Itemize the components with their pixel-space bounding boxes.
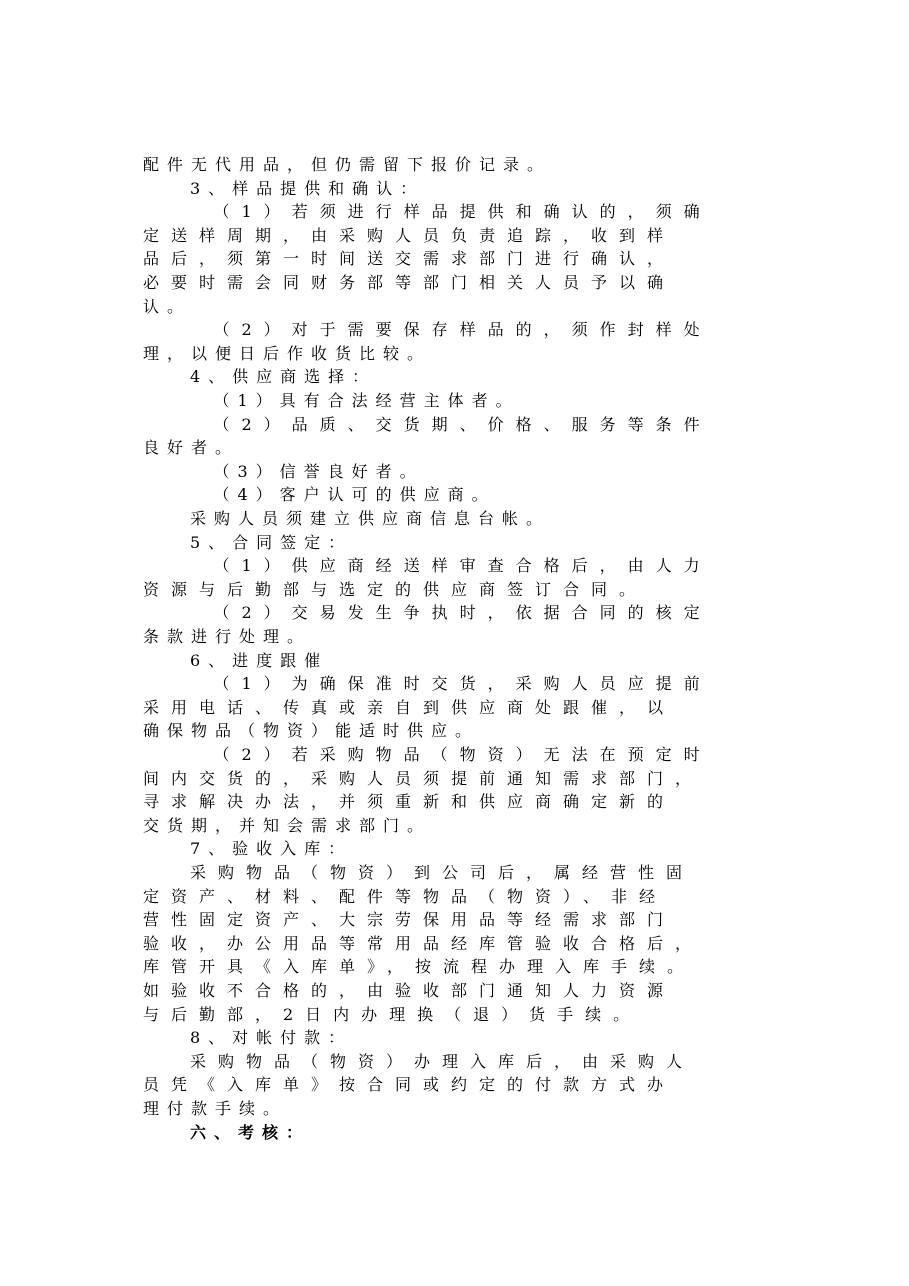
text-line: （1）具有合法经营主体者。 xyxy=(213,391,520,410)
text-line: 理，以便日后作收货比较。 xyxy=(143,343,432,363)
text-line: 6、进度跟催 xyxy=(190,650,329,670)
text-line: 品后，须第一时间送交需求部门进行确认， xyxy=(143,249,676,269)
text-line: 5、合同签定： xyxy=(190,532,353,552)
text-line: （2）对于需要保存样品的，须作封样处 xyxy=(213,320,712,340)
text-line: （1）供应商经送样审查合格后，由人力 xyxy=(213,556,712,576)
text-line: 确保物品（物资）能适时供应。 xyxy=(143,721,480,741)
text-line: 认。 xyxy=(143,296,192,316)
section-heading: 六、考核： xyxy=(190,1122,311,1142)
text-line: 采购人员须建立供应商信息台帐。 xyxy=(190,509,551,528)
text-line: 与后勤部，2日内办理换（退）货手续。 xyxy=(143,1004,642,1024)
text-line: 4、供应商选择： xyxy=(190,367,377,387)
text-line: 营性固定资产、大宗劳保用品等经需求部门 xyxy=(143,910,676,930)
text-line: 验收，办公用品等常用品经库管验收合格后， xyxy=(143,933,704,953)
text-line: 定资产、材料、配件等物品（物资）、非经 xyxy=(143,886,668,906)
text-line: 理付款手续。 xyxy=(143,1099,288,1118)
text-line: 采购物品（物资）办理入库后，由采购人 xyxy=(190,1051,695,1071)
text-line: （2）若采购物品（物资）无法在预定时 xyxy=(213,745,712,764)
text-line: 8、对帐付款： xyxy=(190,1028,353,1048)
text-line: 7、验收入库： xyxy=(190,839,353,859)
text-line: 如验收不合格的，由验收部门通知人力资源 xyxy=(143,981,676,1000)
text-line: 采用电话、传真或亲自到供应商处跟催，以 xyxy=(143,697,676,717)
text-line: 交货期，并知会需求部门。 xyxy=(143,815,432,835)
text-line: （2）交易发生争执时，依据合同的核定 xyxy=(213,603,712,623)
text-line: （1）若须进行样品提供和确认的，须确 xyxy=(213,202,712,222)
text-line: 必要时需会同财务部等部门相关人员予以确 xyxy=(143,273,676,292)
text-line: 定送样周期，由采购人员负责追踪，收到样 xyxy=(143,225,676,245)
text-line: 间内交货的，采购人员须提前通知需求部门， xyxy=(143,768,704,788)
text-line: 库管开具《入库单》，按流程办理入库手续。 xyxy=(143,957,696,977)
text-line: （3）信誉良好者。 xyxy=(213,461,424,481)
text-line: （2）品质、交货期、价格、服务等条件 xyxy=(213,414,712,434)
text-line: 员凭《入库单》按合同或约定的付款方式办 xyxy=(143,1075,676,1095)
text-line: 良好者。 xyxy=(143,438,240,458)
text-line: 寻求解决办法，并须重新和供应商确定新的 xyxy=(143,792,676,812)
text-line: 3、样品提供和确认： xyxy=(190,178,425,198)
text-line: 条款进行处理。 xyxy=(143,627,312,646)
text-line: （4）客户认可的供应商。 xyxy=(213,485,496,505)
text-line: （1）为确保准时交货，采购人员应提前 xyxy=(213,674,712,694)
text-line: 资源与后勤部与选定的供应商签订合同。 xyxy=(143,579,648,599)
text-line: 采购物品（物资）到公司后，属经营性固 xyxy=(190,863,695,882)
text-line: 配件无代用品，但仍需留下报价记录。 xyxy=(143,155,552,174)
